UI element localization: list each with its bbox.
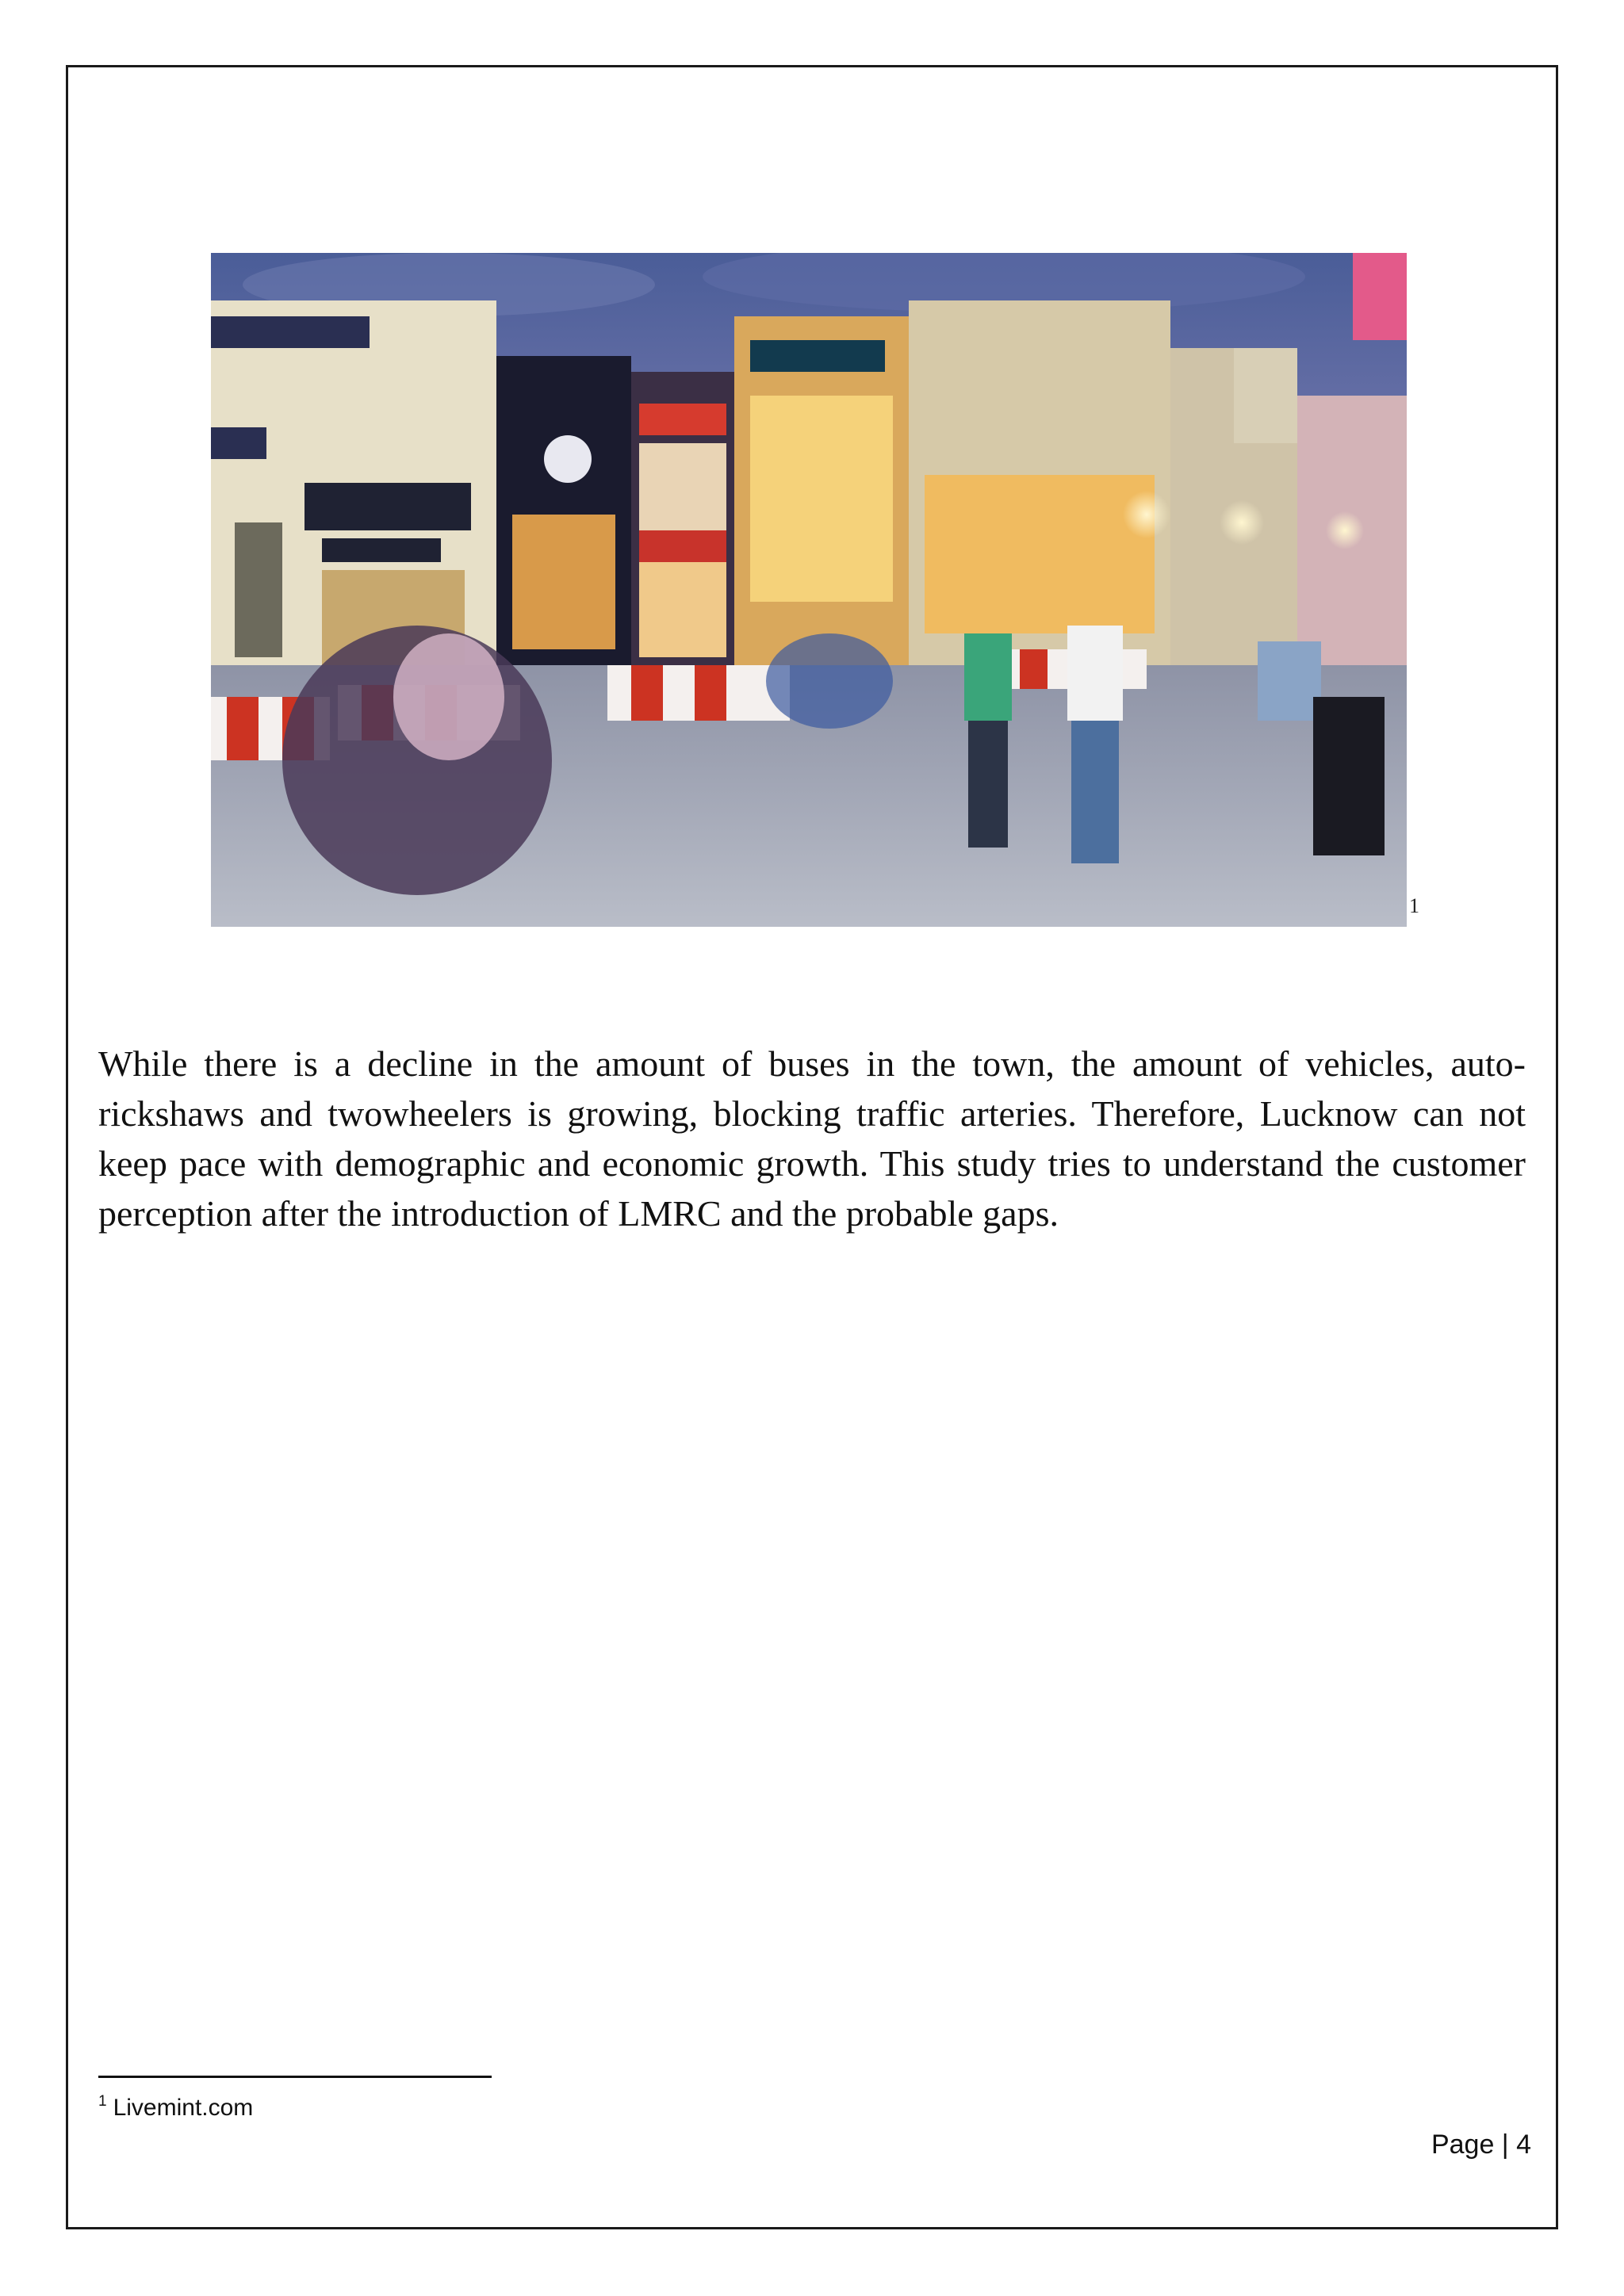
street-photo-illustration bbox=[211, 253, 1407, 927]
page-number: Page | 4 bbox=[1431, 2130, 1531, 2160]
body-paragraph bbox=[98, 1039, 1526, 1238]
figure-footnote-marker: 1 bbox=[1409, 894, 1419, 917]
footnote bbox=[98, 2093, 253, 2122]
street-photo bbox=[211, 253, 1407, 927]
paragraph-text: While there is a decline in the amount of buses in the town, the amount of vehicles, auto-rickshaws and twowheelers is growing, blocking traffic arteries. Therefore, Lucknow can not keep pace with demographic and economic growth. This study tries to understand the customer perception after the introduction of LMRC and the probable gaps. bbox=[98, 1043, 1526, 1234]
footnote-separator bbox=[98, 2076, 492, 2078]
footnote-text: Livemint.com bbox=[113, 2095, 254, 2121]
footnote-marker: 1 bbox=[98, 2093, 107, 2110]
